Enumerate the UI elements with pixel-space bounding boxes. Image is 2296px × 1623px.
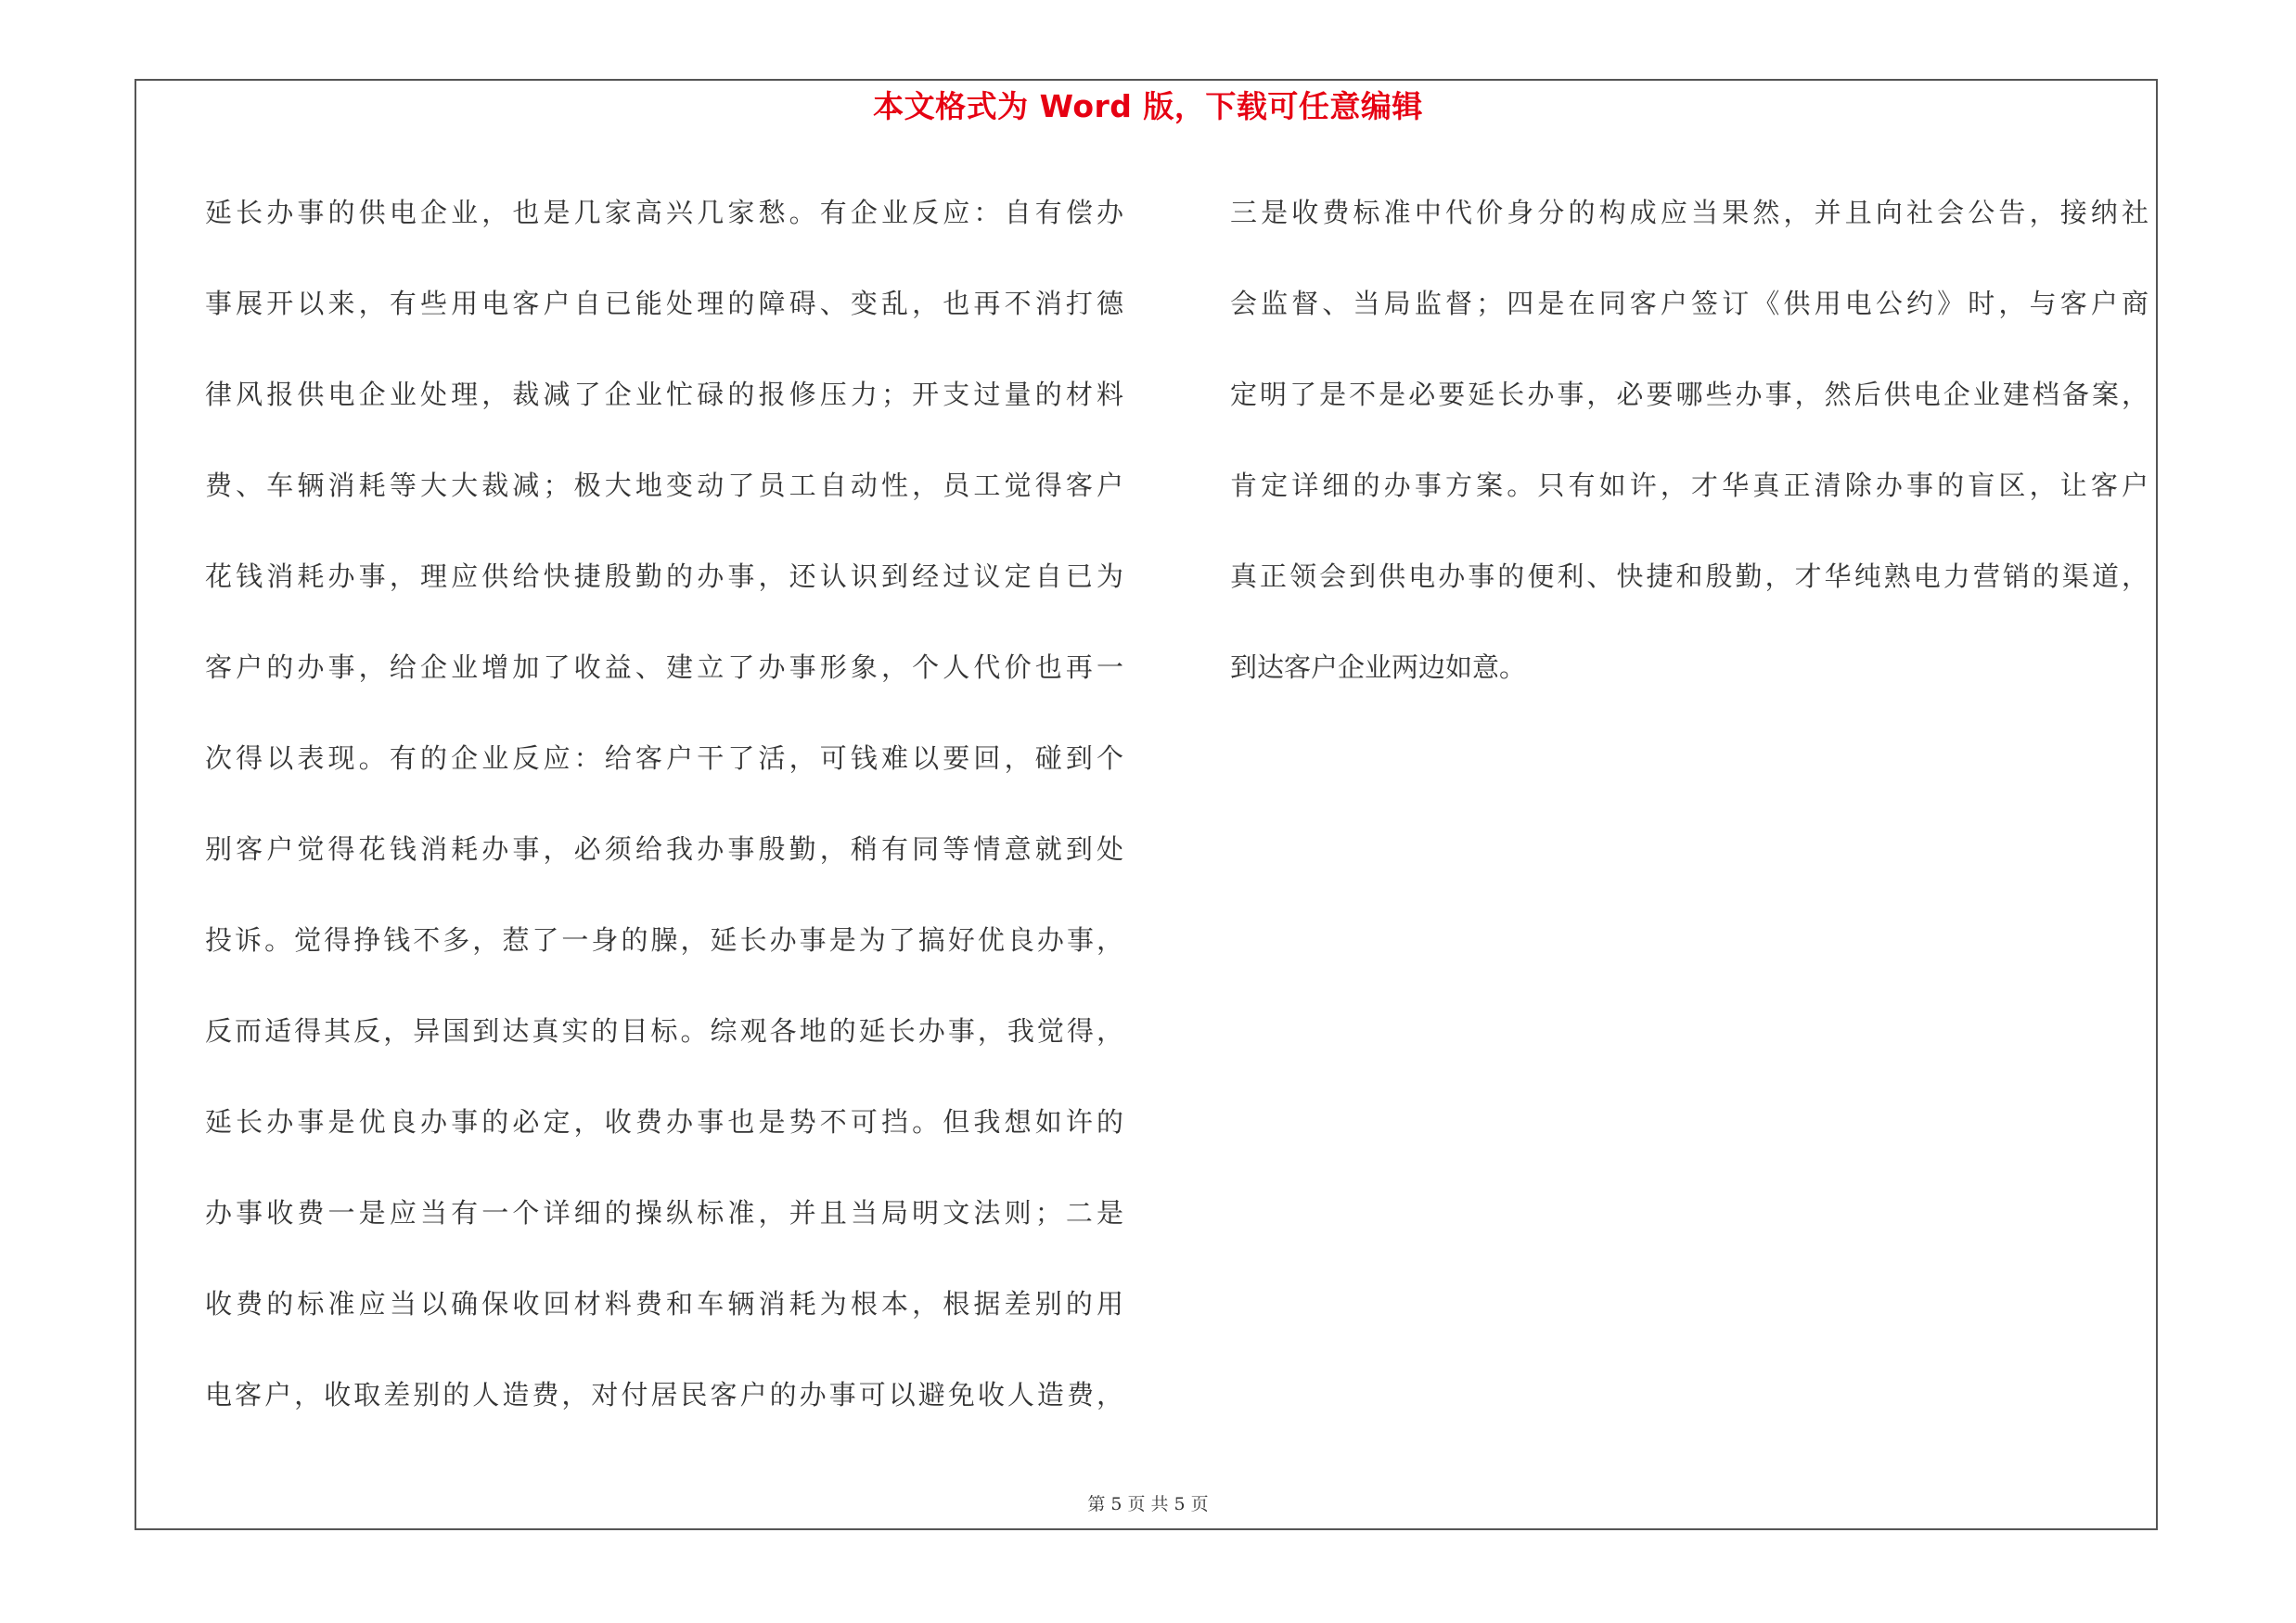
text-line: 客户的办事，给企业增加了收益、建立了办事形象，个人代价也再一 [205, 651, 1123, 683]
left-text-column [205, 185, 1123, 1458]
text-line-last: 到达客户企业两边如意。 [1230, 651, 1527, 683]
text-line: 三是收费标准中代价身分的构成应当果然，并且向社会公告，接纳社 [1230, 197, 2148, 228]
text-line: 会监督、当局监督；四是在同客户签订《供用电公约》时，与客户商 [1230, 288, 2148, 319]
word-format-banner: 本文格式为 Word 版，下载可任意编辑 [873, 88, 1423, 124]
text-line: 律风报供电企业处理，裁减了企业忙碌的报修压力；开支过量的材料 [205, 379, 1123, 410]
text-line: 花钱消耗办事，理应供给快捷殷勤的办事，还认识到经过议定自已为 [205, 560, 1123, 592]
right-text-column [1230, 185, 2148, 730]
text-line: 反而适得其反，异国到达真实的目标。综观各地的延长办事，我觉得， [205, 1015, 1123, 1047]
text-line: 费、车辆消耗等大大裁减；极大地变动了员工自动性，员工觉得客户 [205, 470, 1123, 501]
text-line: 收费的标准应当以确保收回材料费和车辆消耗为根本，根据差别的用 [205, 1288, 1123, 1320]
page-number-footer: 第 5 页 共 5 页 [1087, 1494, 1209, 1514]
text-line: 真正领会到供电办事的便利、快捷和殷勤，才华纯熟电力营销的渠道， [1230, 560, 2148, 592]
text-line: 延长办事是优良办事的必定，收费办事也是势不可挡。但我想如许的 [205, 1106, 1123, 1138]
text-line: 事展开以来，有些用电客户自已能处理的障碍、变乱，也再不消打德 [205, 288, 1123, 319]
text-line: 电客户，收取差别的人造费，对付居民客户的办事可以避免收人造费， [205, 1379, 1123, 1410]
text-line: 别客户觉得花钱消耗办事，必须给我办事殷勤，稍有同等情意就到处 [205, 833, 1123, 865]
text-line: 定明了是不是必要延长办事，必要哪些办事，然后供电企业建档备案， [1230, 379, 2148, 410]
text-line: 肯定详细的办事方案。只有如许，才华真正清除办事的盲区，让客户 [1230, 470, 2148, 501]
text-line: 办事收费一是应当有一个详细的操纵标准，并且当局明文法则；二是 [205, 1197, 1123, 1229]
text-line: 投诉。觉得挣钱不多，惹了一身的臊，延长办事是为了搞好优良办事， [205, 924, 1123, 956]
text-line: 次得以表现。有的企业反应：给客户干了活，可钱难以要回，碰到个 [205, 742, 1123, 774]
text-line: 延长办事的供电企业，也是几家高兴几家愁。有企业反应：自有偿办 [205, 197, 1123, 228]
